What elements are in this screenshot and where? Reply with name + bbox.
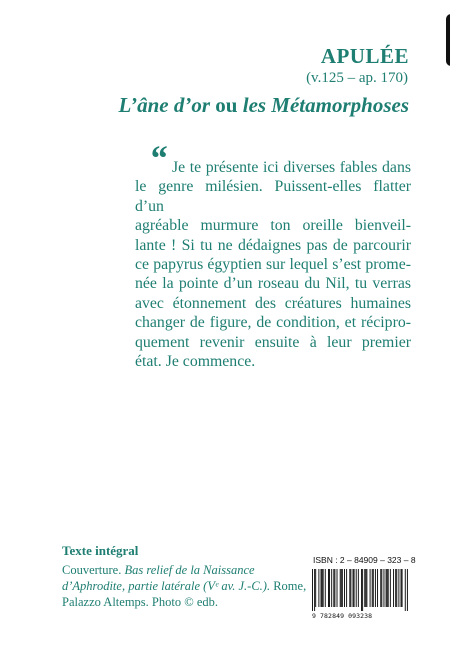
barcode-bar: [318, 569, 319, 607]
quote-mark: “: [149, 138, 167, 178]
barcode-bar: [333, 569, 334, 607]
barcode-bar: [354, 569, 355, 607]
barcode-bar: [407, 569, 408, 611]
barcode-bar: [375, 569, 376, 607]
quote-line: née la pointe d’un roseau du Nil, tu verras: [135, 275, 411, 293]
author-dates: (v.125 – ap. 170): [306, 70, 408, 86]
barcode-bar: [402, 569, 403, 607]
barcode-bar: [383, 569, 384, 607]
barcode: [312, 569, 408, 611]
barcode-digits: 9 782849 093238: [312, 612, 373, 620]
barcode-bar: [322, 569, 323, 607]
barcode-bar: [353, 569, 354, 607]
barcode-bar: [329, 569, 330, 607]
barcode-bar: [328, 569, 329, 607]
barcode-bar: [365, 569, 366, 607]
quote-line: changer de figure, de condition, et récipro-: [135, 314, 411, 332]
blurb-quote: [135, 158, 411, 371]
cover-work: Bas relief de la Naissance d’Aphrodite, partie latérale (Vᵉ av. J.-C.).: [62, 563, 271, 593]
cover-credit: [62, 562, 312, 610]
barcode-bar: [334, 569, 335, 607]
barcode-bar: [315, 569, 316, 607]
barcode-bar: [395, 569, 396, 607]
barcode-bar: [381, 569, 382, 607]
barcode-graphic: [312, 569, 408, 611]
barcode-bar: [377, 569, 378, 607]
barcode-bar: [372, 569, 373, 607]
quote-line: Je te présente ici diverses fables dans: [172, 159, 411, 176]
barcode-bar: [312, 569, 313, 611]
barcode-bar: [370, 569, 371, 607]
quote-line: ce papyrus égyptien sur lequel s’est prome-: [135, 256, 411, 274]
barcode-bar: [337, 569, 338, 607]
barcode-bar: [396, 569, 397, 607]
barcode-bar: [393, 569, 394, 607]
quote-line: quement revenir ensuite à leur premier: [135, 333, 411, 351]
barcode-bar: [349, 569, 350, 607]
cover-place: Rome, Palazzo Altemps.: [62, 579, 307, 609]
barcode-bar: [364, 569, 365, 607]
title-conjunction: ou: [215, 93, 238, 117]
barcode-bar: [380, 569, 381, 607]
barcode-bar: [340, 569, 341, 607]
barcode-bar: [362, 569, 363, 611]
title-part-1: L’âne d’or: [118, 93, 211, 117]
isbn-number: ISBN : 2 – 84909 – 323 – 8: [313, 555, 416, 565]
barcode-bar: [387, 569, 388, 607]
barcode-bar: [341, 569, 342, 607]
book-title: [118, 93, 409, 118]
quote-line: le genre milésien. Puissent-elles flatter d’un: [135, 178, 411, 215]
quote-line: agréable murmure ton oreille bienveil-: [135, 217, 411, 235]
barcode-bar: [344, 569, 345, 607]
barcode-bar: [366, 569, 367, 607]
binding-shadow: [446, 14, 450, 66]
barcode-bar: [321, 569, 322, 607]
photo-credit: Photo © edb.: [151, 595, 219, 609]
quote-line: avec étonnement des créatures humaines: [135, 294, 411, 312]
barcode-bar: [388, 569, 389, 607]
barcode-bar: [346, 569, 347, 607]
barcode-bar: [390, 569, 391, 607]
barcode-bar: [373, 569, 374, 607]
barcode-bar: [331, 569, 332, 607]
author-name: APULÉE: [320, 44, 409, 68]
barcode-bar: [342, 569, 343, 607]
barcode-bar: [386, 569, 387, 607]
barcode-bar: [405, 569, 406, 611]
barcode-bar: [358, 569, 359, 607]
barcode-bar: [356, 569, 357, 607]
barcode-bar: [361, 569, 362, 611]
barcode-bar: [350, 569, 351, 607]
barcode-bar: [325, 569, 326, 607]
quote-line: état. Je commence.: [135, 353, 256, 371]
barcode-bar: [323, 569, 324, 607]
barcode-bar: [401, 569, 402, 607]
quote-line: lante ! Si tu ne dédaignes pas de parcourir: [135, 236, 411, 254]
full-text-label: Texte intégral: [62, 543, 139, 558]
barcode-bar: [398, 569, 399, 607]
barcode-bar: [314, 569, 315, 611]
cover-label: Couverture.: [62, 563, 122, 577]
title-part-2: les Métamorphoses: [242, 93, 409, 117]
